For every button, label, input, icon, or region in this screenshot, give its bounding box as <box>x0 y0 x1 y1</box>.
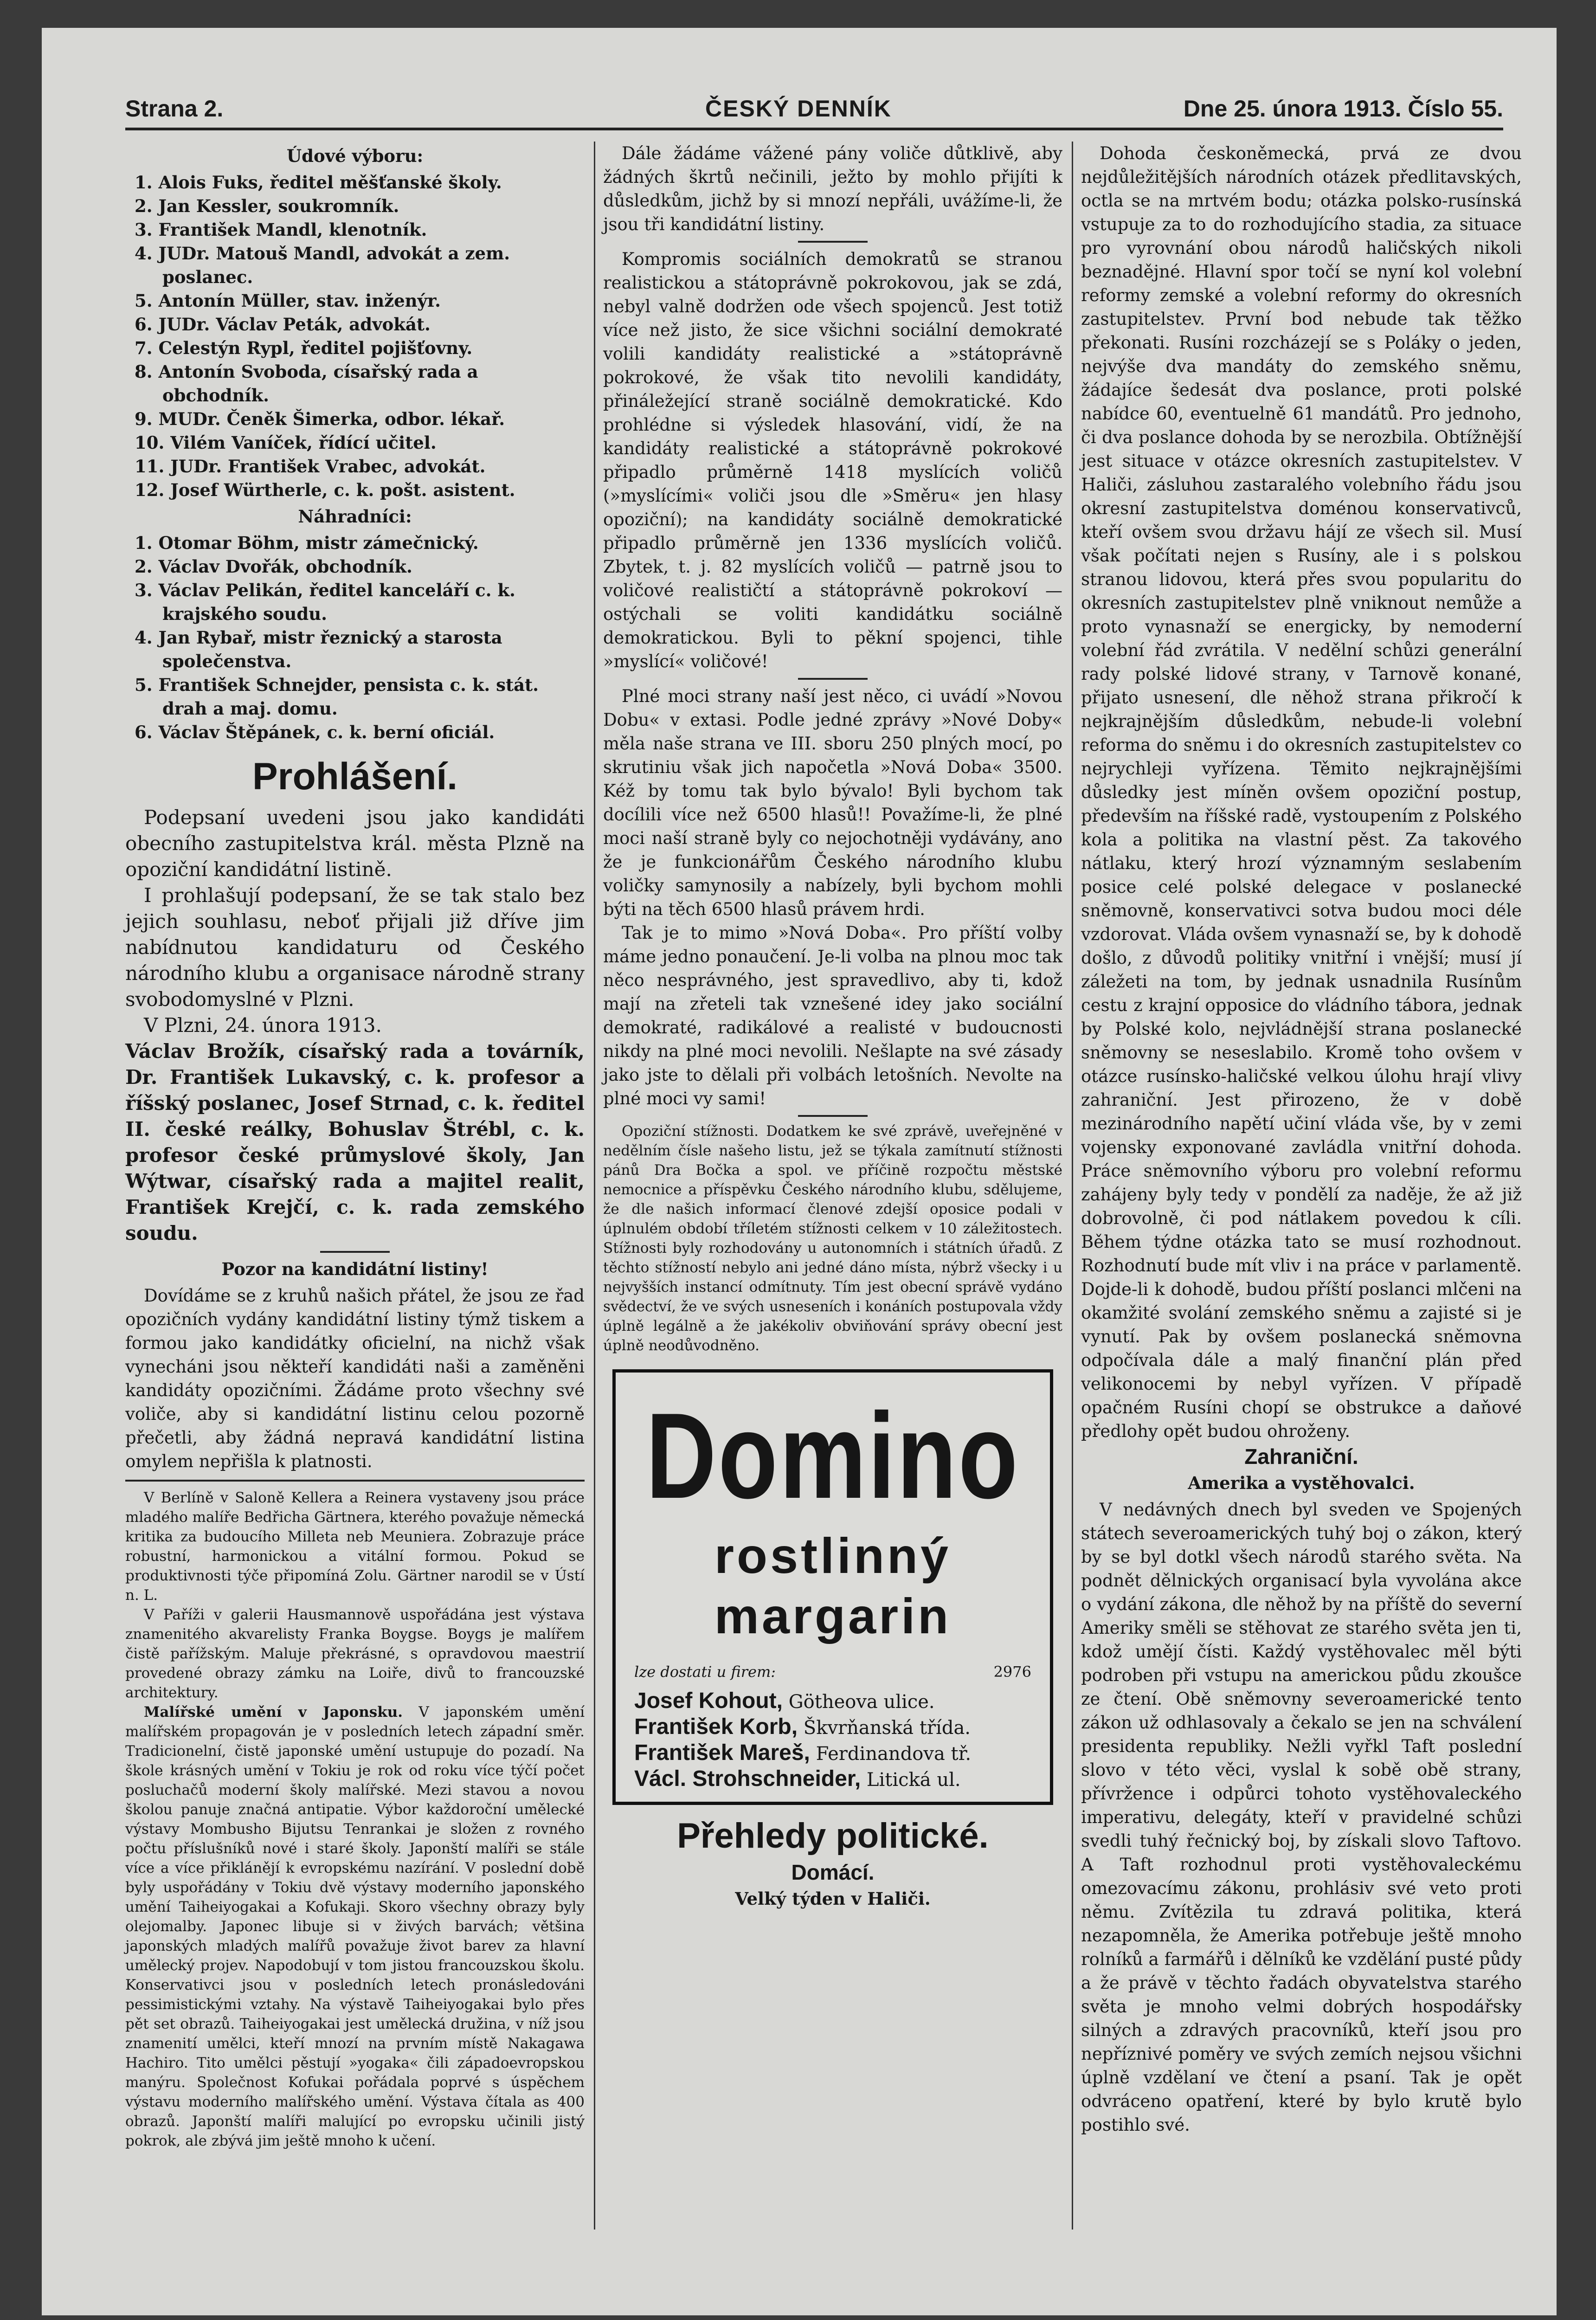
list-item: 4. Jan Rybař, mistr řeznický a starosta společenstva. <box>135 627 502 671</box>
divider <box>125 1480 585 1482</box>
date-issue: Dne 25. února 1913. Číslo 55. <box>1183 96 1503 122</box>
substitutes-heading: Náhradníci: <box>298 506 412 527</box>
arts-japan: V japonském umění malířském propagován je v posledních letech západní směr. Tradicionelní, čistě japonské umění ustupuje do pozadí. Na škole krásných umění v Tokiu je rok od roku více týčí počet posluchačů moderní školy malířské. Mezi stavou a novou školou panuje značná antipatie. Výbor každoroční umělecké výstavy Mombusho Bijutsu Tenrankai je složen z rovného počtu příslušníků nové i staré školy. Japonští malíři se stále více a více přiklánějí k evropskému nazírání. V poslední době byly uspořádány v Tokiu dvě výstavy moderního japonského umění Taiheiyogakai a Kofukaji. Skoro všechny obrazy byly olejomalby. Japonec libuje si v živých barvách; většina japonských mladých malířů považuje život barev za hlavní umělecký projev. Napodobují v tom jistou francouzskou školu. Konservativci jsou v posledních letech pronásledováni pessimistickými vztahy. Na výstavě Taiheiyogakai bylo přes pět set obrazů. Taiheiyogakai jest umělecká družina, v níž jsou znamenití umělci, kteří mnozí na prvním místě Nakagawa Hachiro. Tito umělci pěstují »yogaka« čili západoevropskou manýru. Společnost Kofukai pořádala poprvé s úspěchem výstavu moderního malířského umění. Výstava čítala as 400 obrazů. Japonští malíři malující po evropsku učinili jistý pokrok, ale zbývá jim ještě mnoho k učení. <box>125 1704 585 2149</box>
declaration-title: Prohlášení. <box>252 755 458 798</box>
list-item: 7. Celestýn Rypl, ředitel pojišťovny. <box>135 338 473 358</box>
list-item: 1. Alois Fuks, ředitel měšťanské školy. <box>135 172 502 193</box>
list-item: 4. JUDr. Matouš Mandl, advokát a zem. poslanec. <box>135 243 510 287</box>
declaration-paragraph: Podepsaní uvedeni jsou jako kandidáti obecního zastupitelstva král. města Plzně na opoziční kandidátní listině. <box>125 806 585 881</box>
america-heading: Amerika a vystěhovalci. <box>1188 1473 1415 1493</box>
domino-advertisement <box>612 1369 1053 1805</box>
ad-shop: Václ. Strohschneider, Litická ul. <box>634 1766 961 1791</box>
divider <box>320 1251 390 1253</box>
list-item: 1. Otomar Böhm, mistr zámečnický. <box>135 533 479 553</box>
ad-phone: 2976 <box>993 1663 1031 1681</box>
list-item: 10. Vilém Vaníček, řídící učitel. <box>135 432 437 453</box>
america-text: V nedávných dnech byl sveden ve Spojených státech severoamerických tuhý boj o zákon, který by se byl dotkl všech národů starého světa. Na podnět dělnických organisací byla vyvolána akce o vydání zákona, dle něhož by na příště do severní Ameriky směli se stěhovat ze starého světa jen ti, kdož umějí čísti. Každý vystěhovalec měl býti podroben při vstupu na americkou půdu zkoušce ze čtení. Obě sněmovny severoamerické tento zákon už odhlasovaly a čekalo se jen na schválení presidenta republiky. Nežli vyřkl Taft poslední slovo v této věci, vyslal k sobě obě strany, přívržence i odpůrci tohoto vystěhovaleckého imperativu, delegáty, kteří v pravidelné schůzi svedli tuhý řečnický boj, by získali slovo Taftovo. A Taft rozhodnul proti vystěhovaleckému omezovacímu zákonu, prohlásiv své veto proti němu. Zvítězila tu zdravá politika, která nezapomněla, že Amerika potřebuje ještě mnoho rolníků a farmářů i dělníků ke vzdělání pusté půdy a že právě v těchto řadách obyvatelstva starého světa je mnoho velmi dobrých hospodářsky silných a zdravých pracovníků, kteří jsou pro nepříznivé poměry ve svých zemích nejsou všichni úplně vzdělaní ve čtení a psaní. Tak je opět odvráceno opatření, které by bylo krutě bylo postihlo své. <box>1081 1500 1522 2135</box>
divider <box>798 678 868 680</box>
list-item: 3. Václav Pelikán, ředitel kanceláří c. k. krajského soudu. <box>135 580 515 624</box>
galicia-heading: Velký týden v Haliči. <box>735 1888 931 1909</box>
warning-heading: Pozor na kandidátní listiny! <box>221 1259 489 1279</box>
foreign-heading: Zahraniční. <box>1244 1444 1358 1469</box>
arts-paris: V Paříži v galerii Hausmannově uspořádána jest výstava znamenitého akvarelisty Franka Boygse. Boygs je malířem čistě pařížským. Maluje překrásné, s opravdovou maestrií provedené obrazy zámku na Loiře, divů to francouzské architektury. <box>125 1606 585 1701</box>
declaration-paragraph: I prohlašují podepsaní, že se tak stalo bez jejich souhlasu, neboť přijali již dříve jim nabídnutou kandidaturu od Českého národního klubu a organisace národně strany svobodomyslné v Plzni. <box>125 884 585 1011</box>
divider <box>798 241 868 243</box>
arts-section <box>125 1488 585 2151</box>
ad-shop: František Korb, Škvrňanská třída. <box>634 1714 971 1739</box>
declaration-body <box>125 805 585 1246</box>
warning-text: Dovídáme se z kruhů našich přátel, že jsou ze řad opozičních vydány kandidátní listiny týmž tiskem a formou jako kandidátky oficielní, na nichž však vynecháni jsou někteří kandidáti naši a zaměněni kandidáty opozičními. Žádáme proto všechny své voliče, aby si kandidátní listinu celou pozorně přečetli, aby žádná nepravá kandidátní listina omylem nepřišla k platnosti. <box>125 1286 585 1471</box>
list-item: 5. František Schnejder, pensista c. k. stát. drah a maj. domu. <box>135 675 539 719</box>
compromise-paragraph: Kompromis sociálních demokratů se stranou realistickou a státoprávně pokrokovou, jak se zdá, nebyl valně dodržen ode všech spojenců. Jest totiž více než jisto, že sice všichni sociální demokraté volili kandidáty realistické a »státoprávně pokrokové, že však tito nevolili kandidáty, přináležející straně sociálně demokratické. Kdo prohlédne si výsledek hlasování, vidí, že na kandidáty realistické a státoprávně pokrokové připadlo průměrně 1418 myslících voličů (»myslícími« voliči jsou dle »Směru« jen hlasy opoziční); na kandidáty sociálně demokratické připadlo průměrně jen 1336 myslících voličů. Zbytek, t. j. 82 myslících voličů — patrně jsou to voličové realističtí a státoprávně pokrokoví — ostýchali se voliti kandidátku sociálně demokratickou. Byli to pěkní spojenci, tihle »myslící« voličové! <box>603 249 1062 671</box>
list-item: 11. JUDr. František Vrabec, advokát. <box>135 456 486 477</box>
politics-title: Přehledy politické. <box>677 1816 989 1856</box>
column-2 <box>603 142 1062 1914</box>
substitutes-list <box>125 531 585 744</box>
galicia-text: Dohoda českoněmecká, prvá ze dvou nejdůležitějších národních otázek předlitavských, octla se na mrtvém bodu; otázka polsko-rusínská vstupuje za to do rozhodujícího stadia, za situace pro vyrovnání obou národů haličských nikoli beznadějné. Hlavní spor točí se nyní kol volební reformy zemské a volební reformy do okresních zastupitelstev. První bod nebude tak těžko překonati. Rusíni rozcházejí se s Poláky o jeden, nejvýše dva mandáty do zemského sněmu, žádajíce šedesát dva poslance, proti polské nabídce 60, eventuelně 61 mandátů. Pro jednoho, či dva poslance dohoda by se nerozbila. Obtížnější jest situace v otázce okresních zastupitelstev. V Haliči, zásluhou zastaralého volebního řádu jsou okresní zastupitelstva doménou konservativců, kteří ovšem svou državu hájí ze všech sil. Musí však počítati nejen s Rusíny, ale i s polskou stranou lidovou, která přes svou popularitu do okresních zastupitelstev plně vniknout nemůže a proto vynasnaží se energicky, by nemoderní volební řád zvrátila. V nedělní schůzi generální rady polské lidové strany, v Tarnově konané, přijato usnesení, dle něhož strana přikročí k nejkrajnějším důsledkům, nebude-li volební reforma do sněmu i do okresních zastupitelstev co nejrychleji vyřízena. Těmito nejkrajnějšími důsledky jest míněn ovšem opoziční postup, především na říšské radě, vystoupením z Polského kola a politika na vlastní pěst. Za takového nátlaku, který hrozí významným seslabením posice celé polské delegace v poslanecké sněmovně, konservativci sotva budou moci déle vzdorovat. Vláda ovšem vynasnaží se, by k dohodě došlo, z důvodů politiky vnitřní i vnější; musí jí záležeti na tom, by jednak usnadnila Rusínům cestu z krajní opposice do vládního tábora, jednak by Polské kolo, nejvládnější strana poslanecké sněmovny se neseslabilo. Kromě toho ovšem v otázce rusínsko-haličské velkou úlohu hrají vlivy zahraniční. Jest přirozeno, že v době mezinárodního napětí učiní vláda vše, by v zemi vojensky exponované zavládla vnitřní dohoda. Práce sněmovního výboru pro volební reformu zahájeny byly tedy v pondělí za naděje, že až již dobrovolně, či pod nátlakem povedou k cíli. Během týdne otázka tato se musí rozhodnout. Rozhodnutí bude mít vliv i na práce v parlamentě. Dojde-li k dohodě, budou příští poslanci mlčeni na okamžité svolání zemského sněmu a zajisté si je vynutí. Pak by ovšem poslanecká sněmovna odpočívala dále a malý finanční plán před velikonocemi by nebyl vyřízen. V případě opačném Rusíni chopí se obstrukce a daňové předlohy opět budou ohroženy. <box>1081 143 1522 1441</box>
column-divider <box>594 142 595 2230</box>
column-3 <box>1081 142 1522 2137</box>
voters-paragraph: Dále žádáme vážené pány voliče důtklivě, aby žádných škrtů nečinili, ježto by mohlo přijíti k důsledkům, jichž by si mnozí nepřáli, uvážíme-li, že jsou tři kandidátní listiny. <box>603 143 1062 234</box>
proxies-paragraph: Tak je to mimo »Nová Doba«. Pro příští volby máme jedno ponaučení. Je-li volba na plnou moc tak něco nesprávného, jest spravedlivo, aby ti, kdož mají na zřeteli tak vznešené idey jako sociální demokraté, radikálové a realisté v budoucnosti nikdy na plné moci nevolili. Nešlapte na své zásady jako jste to dělali při volbách letošních. Nevolte na plné moci vy sami! <box>603 923 1062 1108</box>
committee-heading: Údové výboru: <box>286 146 424 166</box>
ad-shop: Josef Kohout, Götheova ulice. <box>634 1688 935 1713</box>
divider <box>798 1115 868 1117</box>
ad-shop: František Mareš, Ferdinandova tř. <box>634 1740 972 1765</box>
declaration-signers: Václav Brožík, císařský rada a továrník, Dr. František Lukavský, c. k. profesor a říšský poslanec, Josef Strnad, c. k. ředitel II. české reálky, Bohuslav Štrébl, c. k. profesor české průmyslové školy, Jan Wýtwar, císařský rada a majitel realit, František Krejčí, c. k. rada zemského soudu. <box>125 1040 585 1244</box>
list-item: 5. Antonín Müller, stav. inženýr. <box>135 290 441 311</box>
list-item: 6. Václav Štěpánek, c. k. berní oficiál. <box>135 722 495 742</box>
column-1 <box>125 142 585 2151</box>
declaration-place-date: V Plzni, 24. února 1913. <box>144 1014 382 1037</box>
list-item: 2. Jan Kessler, soukromník. <box>135 196 399 216</box>
ad-tagline: rostlinný margarin <box>714 1527 952 1644</box>
complaints-paragraph: Opoziční stížnosti. Dodatkem ke své zprávě, uveřejněné v nedělním čísle našeho listu, jež se týkala zamítnutí stížnosti pánů Dra Bočka a spol. ve příčině rozpočtu městské nemocnice a příspěvku Českého národního klubu, sdělujeme, že dle našich informací členové zdejší oposice podali v úplnulém období tříletém stížnosti celkem v 10 záležitostech. Stížnosti byly rozhodovány u autonomních i státních úřadů. Z těchto stížností nebylo ani jedné dáno místa, nýbrž všecky i u nejvyšších instancí odmítnuty. Tím jest obecní správě vydáno svědectví, že ve svých usneseních i konáních postupovala vždy úplně legálně a že jakékoliv obviňování správy obecní jest úplně neodůvodněno. <box>603 1123 1062 1354</box>
list-item: 8. Antonín Svoboda, císařský rada a obchodník. <box>135 361 478 406</box>
page-number: Strana 2. <box>125 96 224 122</box>
domestic-heading: Domácí. <box>791 1860 875 1884</box>
arts-japan-heading: Malířské umění v Japonsku. <box>144 1704 403 1721</box>
arts-berlin: V Berlíně v Saloně Kellera a Reinera vystaveny jsou práce mladého malíře Bedřicha Gärtnera, kterého považuje německá kritika za budoucího Milleta neb Meuniera. Zobrazuje práce robustní, harmonickou a vitální formou. Pokud se produktivnosti týče připomíná Zolu. Gärtner narodil se v Ústí n. L. <box>125 1489 585 1604</box>
page-header <box>125 86 1503 130</box>
ad-brand: Domino <box>646 1387 1020 1524</box>
column-divider <box>1072 142 1073 2230</box>
list-item: 2. Václav Dvořák, obchodník. <box>135 556 412 577</box>
list-item: 6. JUDr. Václav Peták, advokát. <box>135 314 431 335</box>
list-item: 12. Josef Würtherle, c. k. pošt. asistent. <box>135 480 515 500</box>
ad-availability: lze dostati u firem: <box>634 1663 776 1681</box>
newspaper-title: ČESKÝ DENNÍK <box>705 96 892 122</box>
committee-list <box>125 171 585 502</box>
list-item: 3. František Mandl, klenotník. <box>135 219 427 240</box>
list-item: 9. MUDr. Čeněk Šimerka, odbor. lékař. <box>135 409 505 429</box>
proxies-paragraph: Plné moci strany naší jest něco, ci uvádí »Novou Dobu« v extasi. Podle jedné zprávy »Nové Doby« měla naše strana ve III. sboru 250 plných mocí, po skrutiniu však jich napočetla »Nová Doba« 3500. Kéž by tomu tak bylo bývalo! Byli bychom tak docílili více než 6500 hlasů!! Považíme-li, že plné moci naší straně byly co nejochotněji vydávány, ano že je funkcionářům Českého národního klubu voličky samynosily a nabízely, byli bychom mohli býti na těch 6500 hlasů právem hrdi. <box>603 686 1062 919</box>
